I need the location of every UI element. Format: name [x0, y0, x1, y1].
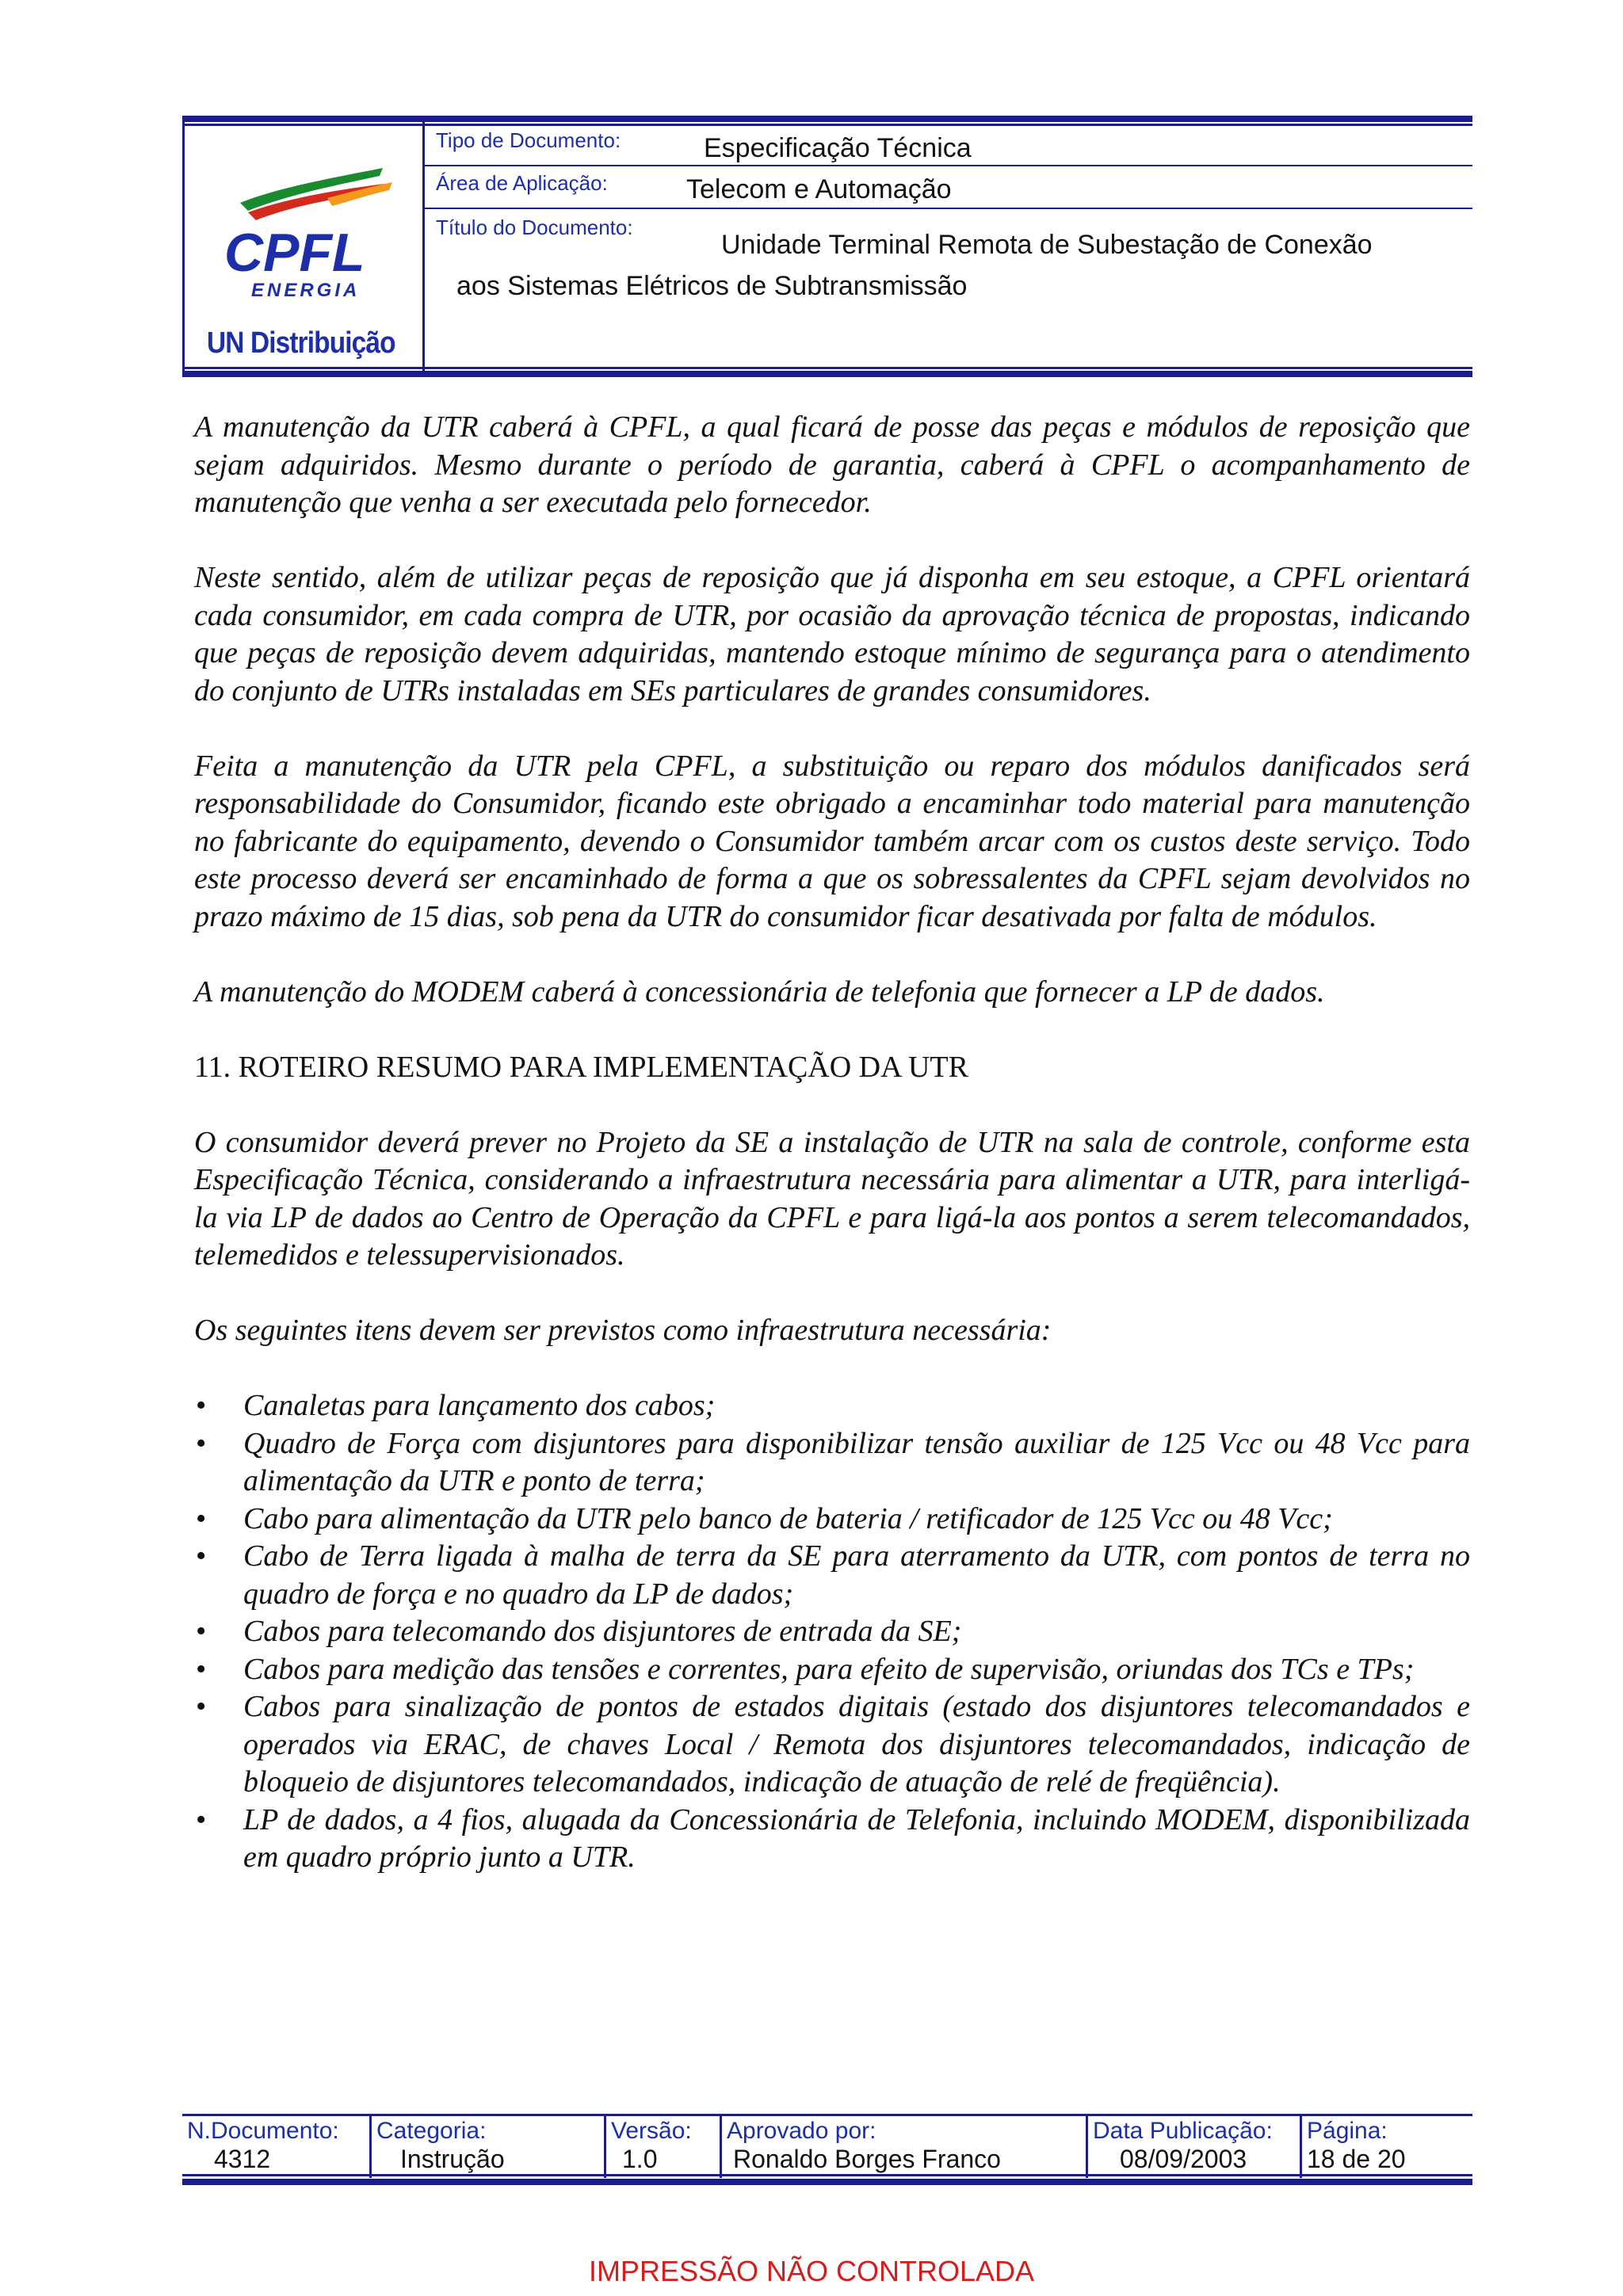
footer-value: 08/09/2003	[1120, 2145, 1247, 2173]
list-item	[194, 1501, 1470, 1539]
footer-label: Aprovado por:	[727, 2118, 876, 2144]
footer-doc-number	[182, 2116, 369, 2178]
bullet-icon: •	[196, 1690, 207, 1723]
list-item	[194, 1802, 1470, 1877]
bullet-icon: •	[196, 1652, 207, 1686]
footer-value: 1.0	[622, 2145, 658, 2173]
footer-category	[369, 2116, 604, 2178]
list-item	[194, 1538, 1470, 1613]
footer-value: Instrução	[400, 2145, 505, 2173]
list-item-text: Cabos para telecomando dos disjuntores de entrada da SE;	[243, 1615, 962, 1648]
footer-label: Versão:	[611, 2118, 692, 2144]
logo-block	[182, 122, 425, 371]
footer-publication-date	[1086, 2116, 1300, 2178]
footer-label: Data Publicação:	[1093, 2118, 1273, 2144]
doc-type-value: Especificação Técnica	[704, 133, 972, 163]
infrastructure-list	[194, 1387, 1470, 1877]
list-item-text: LP de dados, a 4 fios, alugada da Concessionária de Telefonia, incluindo MODEM, disponibilizada em quadro próprio junto a UTR.	[243, 1802, 1470, 1874]
bullet-icon: •	[196, 1426, 207, 1460]
paragraph: O consumidor deverá prever no Projeto da SE a instalação de UTR na sala de controle, conforme esta Especificação Técnica, considerando a infraestrutura necessária para alimentar a UTR, para interligá-la via LP de dados ao Centro de Operação da CPFL e para ligá-la aos pontos a serem telecomandados, telemedidos e telessupervisionados.	[194, 1125, 1470, 1272]
list-item	[194, 1688, 1470, 1802]
cpfl-logo	[216, 146, 399, 304]
doc-type-row	[425, 122, 1472, 166]
footer-approved-by	[720, 2116, 1086, 2178]
title-line-2: aos Sistemas Elétricos de Subtransmissão	[456, 271, 968, 301]
section-heading: 11. ROTEIRO RESUMO PARA IMPLEMENTAÇÃO DA UTR	[194, 1050, 968, 1084]
document-footer	[182, 2114, 1472, 2185]
business-unit-label: UN Distribuição	[207, 326, 395, 360]
list-item-text: Cabo de Terra ligada à malha de terra da SE para aterramento da UTR, com pontos de terra no quadro de força e no quadro da LP de dados;	[243, 1539, 1470, 1611]
list-item-text: Canaletas para lançamento dos cabos;	[243, 1389, 716, 1422]
bullet-icon: •	[196, 1615, 207, 1648]
paragraph: A manutenção do MODEM caberá à concessionária de telefonia que fornecer a LP de dados.	[194, 974, 1325, 1009]
list-item	[194, 1387, 1470, 1425]
list-item	[194, 1613, 1470, 1651]
footer-page	[1300, 2116, 1472, 2178]
doc-type-label: Tipo de Documento:	[436, 128, 621, 152]
footer-version	[604, 2116, 720, 2178]
bullet-icon: •	[196, 1501, 207, 1535]
bullet-icon: •	[196, 1539, 207, 1573]
list-item-text: Cabos para sinalização de pontos de estados digitais (estado dos disjuntores telecomandados e operados via ERAC, de chaves Local / Remota dos disjuntores telecomandados, indicação de bloqueio de disjuntores telecomandados, indicação de atuação de relé de freqüência).	[243, 1690, 1470, 1798]
paragraph: Neste sentido, além de utilizar peças de reposição que já disponha em seu estoque, a CPFL orientará cada consumidor, em cada compra de UTR, por ocasião da aprovação técnica de propostas, indicando que peças de reposição devem adquiridas, mantendo estoque mínimo de segurança para o atendimento do conjunto de UTRs instaladas em SEs particulares de grandes consumidores.	[194, 561, 1470, 707]
footer-label: Página:	[1307, 2118, 1388, 2144]
footer-value: 4312	[214, 2145, 271, 2173]
list-item-text: Cabo para alimentação da UTR pelo banco de bateria / retificador de 125 Vcc ou 48 Vcc;	[243, 1501, 1333, 1535]
document-body	[194, 409, 1470, 1877]
document-header	[182, 116, 1472, 377]
title-label: Título do Documento:	[436, 215, 633, 239]
paragraph: A manutenção da UTR caberá à CPFL, a qual ficará de posse das peças e módulos de reposição que sejam adquiridos. Mesmo durante o período de garantia, caberá à CPFL o acompanhamento de manutenção que venha a ser executada pelo fornecedor.	[194, 410, 1470, 519]
area-value: Telecom e Automação	[686, 174, 952, 204]
svg-text:ENERGIA: ENERGIA	[251, 280, 361, 301]
footer-label: Categoria:	[376, 2118, 487, 2144]
title-line-1: Unidade Terminal Remota de Subestação de Conexão	[721, 230, 1373, 260]
uncontrolled-print-notice: IMPRESSÃO NÃO CONTROLADA	[588, 2255, 1035, 2287]
area-row	[425, 165, 1472, 209]
area-label: Área de Aplicação:	[436, 171, 608, 195]
svg-text:CPFL: CPFL	[224, 223, 365, 283]
list-item-text: Cabos para medição das tensões e correntes, para efeito de supervisão, oriundas dos TCs e TPs;	[243, 1652, 1415, 1686]
footer-label: N.Documento:	[187, 2118, 339, 2144]
list-item	[194, 1425, 1470, 1501]
paragraph: Os seguintes itens devem ser previstos como infraestrutura necessária:	[194, 1314, 1052, 1347]
list-item-text: Quadro de Força com disjuntores para disponibilizar tensão auxiliar de 125 Vcc ou 48 Vcc para alimentação da UTR e ponto de terra;	[243, 1426, 1470, 1497]
bullet-icon: •	[196, 1802, 207, 1836]
footer-value: Ronaldo Borges Franco	[733, 2145, 1001, 2173]
footer-value: 18 de 20	[1307, 2145, 1406, 2173]
bullet-icon: •	[196, 1389, 207, 1422]
list-item	[194, 1651, 1470, 1689]
paragraph: Feita a manutenção da UTR pela CPFL, a substituição ou reparo dos módulos danificados será responsabilidade do Consumidor, ficando este obrigado a encaminhar todo material para manutenção no fabricante do equipamento, devendo o Consumidor também arcar com os custos deste serviço. Todo este processo deverá ser encaminhado de forma a que os sobressalentes da CPFL sejam devolvidos no prazo máximo de 15 dias, sob pena da UTR do consumidor ficar desativada por falta de módulos.	[194, 749, 1470, 933]
